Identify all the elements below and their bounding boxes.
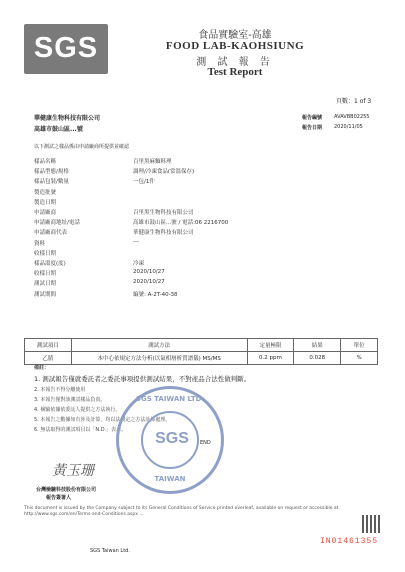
seal-ring-bottom: TAIWAN	[154, 475, 186, 483]
report-no: AVAVBB02255	[334, 114, 370, 120]
footer-terms: This document is issued by the Company subject to its General Conditions of Service printed overleaf, available on request or accessible at http://www.sgs.com/en/Terms-and-Conditions.aspx ...	[24, 506, 339, 517]
footer-company: SGS Taiwan Ltd.	[90, 548, 130, 554]
report-no-label: 報告編號	[302, 115, 323, 121]
field-value: 百里黑麻麵料理	[133, 159, 172, 165]
remark-6: 6. 無法取得的測試項目以「N.D.」表示。	[34, 427, 127, 433]
field-value: 調理/冷凍食品(常溫保存)	[133, 169, 195, 176]
seal-inner	[141, 411, 199, 469]
remark-4: 4. 檢驗依據依委託人提供之方法執行。	[34, 407, 121, 413]
signatory-company: 台灣檢驗科技股份有限公司	[36, 487, 97, 493]
signature: 黃玉珊	[52, 463, 94, 479]
report-title-zh: 測 試 報 告	[196, 57, 274, 68]
remark-3: 3. 本報告僅對該測試樣品負責。	[34, 397, 106, 403]
field-label: 製造批號	[34, 189, 57, 196]
seal-sgs-text: SGS	[155, 430, 189, 447]
remark-1: 1. 測試報告僅就委託者之委託事項提供測試結果，不對產品合法性做判斷。	[34, 375, 251, 383]
col-method: 測試方法	[71, 339, 247, 352]
field-label: 申請廠商代表	[34, 230, 68, 237]
cell-method: 本中心依規定方法分析(以氣相層析質譜儀) MS/MS	[71, 352, 247, 365]
end-marker: END	[200, 440, 211, 446]
sgs-taiwan-seal	[116, 386, 224, 494]
field-label: 樣品溫度(度)	[34, 261, 66, 267]
field-label: 收樣日期	[34, 250, 57, 257]
table-header-row	[25, 339, 378, 352]
field-value: 冷凍	[133, 261, 145, 267]
remark-2: 2. 本報告不得分離使用	[34, 387, 86, 393]
page-number: 頁數：1 of 3	[336, 98, 372, 105]
field-label: 樣品型態/規格	[34, 169, 69, 176]
cell-limit: 0.2 ppm	[247, 352, 294, 365]
table-row	[25, 352, 378, 365]
lab-name-en: FOOD LAB-KAOHSIUNG	[165, 40, 305, 52]
lab-name-zh: 食品實驗室-高雄	[198, 30, 272, 41]
field-value: 編號: A-2T-40-38	[133, 291, 178, 298]
logo-text: SGS	[33, 32, 99, 64]
cell-item: 乙腈	[25, 352, 72, 365]
field-value: ---	[133, 238, 139, 245]
field-label: 申請廠商	[34, 210, 57, 216]
field-value: 2020/10/27	[133, 279, 165, 286]
serial-number: IN01461355	[320, 537, 379, 546]
field-label: 製造日期	[34, 199, 57, 206]
col-result: 結果	[294, 339, 341, 352]
cell-unit: %	[341, 352, 378, 365]
cell-result: 0.028	[294, 352, 341, 365]
report-date: 2020/11/05	[334, 124, 363, 130]
field-label: 測試期間	[34, 291, 57, 298]
col-item: 測試項目	[25, 339, 72, 352]
field-value: 華健康生物科技有限公司	[133, 230, 194, 237]
field-label: 資料	[34, 240, 46, 247]
results-table	[24, 338, 378, 365]
report-date-label: 報告日期	[302, 125, 323, 131]
field-value: 高雄市鼓山區...號 / 電話:06 2216700	[133, 220, 229, 227]
remarks-title: 備註：	[34, 365, 50, 371]
remark-5: 5. 本報告之數據如有涉及計算，均以法規定之方法計算處理。	[34, 417, 171, 423]
field-label: 收樣日期	[34, 271, 57, 278]
sample-notice: 以下測試之樣品係由申請廠商所提供並確認	[34, 144, 130, 150]
client-name: 華健康生物科技有限公司	[34, 115, 101, 122]
field-value: 2020/10/27	[133, 269, 165, 276]
field-label: 樣品名稱	[34, 159, 57, 165]
qr-code-icon	[362, 515, 380, 533]
report-title-en: Test Report	[207, 66, 263, 78]
signatory-title: 報告簽署人	[46, 495, 72, 501]
seal-ring-text: SGS TAIWAN LTD.	[135, 395, 205, 403]
sgs-logo	[24, 24, 108, 74]
client-address: 高雄市鼓山區...號	[34, 126, 83, 133]
field-label: 測試日期	[34, 281, 57, 288]
field-label: 申請廠商地址/電話	[34, 220, 80, 227]
field-value: 百里黑生物科技有限公司	[133, 210, 194, 216]
field-value: 一包/1件	[133, 179, 155, 186]
field-label: 樣品包裝/數量	[34, 179, 69, 186]
col-unit: 單位	[341, 339, 378, 352]
col-limit: 定量極限	[247, 339, 294, 352]
